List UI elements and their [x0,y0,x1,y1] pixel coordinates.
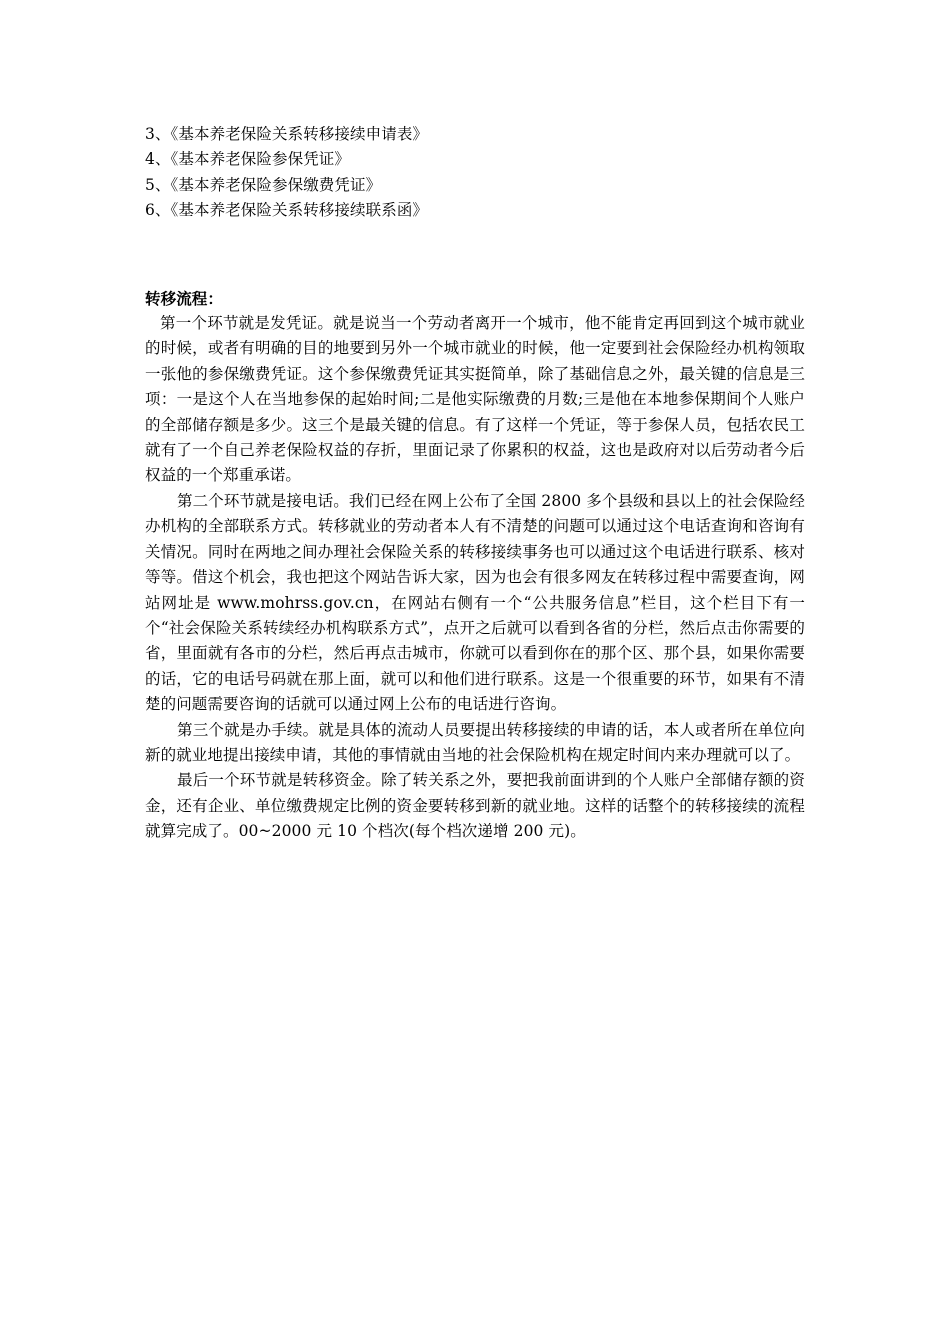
list-item: 3、《基本养老保险关系转移接续申请表》 [145,125,429,143]
document-body [145,122,805,845]
list-item: 6、《基本养老保险关系转移接续联系函》 [145,201,429,220]
required-documents-list [145,122,805,224]
paragraph-step-4: 最后一个环节就是转移资金。除了转关系之外，要把我前面讲到的个人账户全部储存额的资金，还有企业、单位缴费规定比例的资金要转移到新的就业地。这样的话整个的转移接续的流程就算完成了。00~2000 元 10 个档次(每个档次递增 200 元)。 [145,771,805,841]
paragraph-step-2: 第二个环节就是接电话。我们已经在网上公布了全国 2800 多个县级和县以上的社会保险经办机构的全部联系方式。转移就业的劳动者本人有不清楚的问题可以通过这个电话查询和咨询有关情况。同时在两地之间办理社会保险关系的转移接续事务也可以通过这个电话进行联系、核对等等。借这个机会，我也把这个网站告诉大家，因为也会有很多网友在转移过程中需要查询，网站网址是 www.mohrss.gov.cn，在网站右侧有一个“公共服务信息”栏目，这个栏目下有一个“社会保险关系转续经办机构联系方式”，点开之后就可以看到各省的分栏，然后点击你需要的省，里面就有各市的分栏，然后再点击城市，你就可以看到你在的那个区、那个县，如果你需要的话，它的电话号码就在那上面，就可以和他们进行联系。这是一个很重要的环节，如果有不清楚的问题需要咨询的话就可以通过网上公布的电话进行咨询。 [145,491,805,714]
paragraph-step-3: 第三个就是办手续。就是具体的流动人员要提出转移接续的申请的话，本人或者所在单位向新的就业地提出接续申请，其他的事情就由当地的社会保险机构在规定时间内来办理就可以了。 [145,720,805,764]
list-item: 4、《基本养老保险参保凭证》 [145,150,351,169]
list-item: 5、《基本养老保险参保缴费凭证》 [145,175,382,194]
paragraph-step-1: 第一个环节就是发凭证。就是说当一个劳动者离开一个城市，他不能肯定再回到这个城市就业的时候，或者有明确的目的地要到另外一个城市就业的时候，他一定要到社会保险经办机构领取一张他的参保缴费凭证。这个参保缴费凭证其实挺简单，除了基础信息之外，最关键的信息是三项：一是这个人在当地参保的起始时间;二是他实际缴费的月数;三是他在本地参保期间个人账户的全部储存额是多少。这三个是最关键的信息。有了这样一个凭证，等于参保人员，包括农民工就有了一个自己养老保险权益的存折，里面记录了你累积的权益，这也是政府对以后劳动者今后权益的一个郑重承诺。 [145,314,805,485]
section-title: 转移流程： [145,288,224,308]
